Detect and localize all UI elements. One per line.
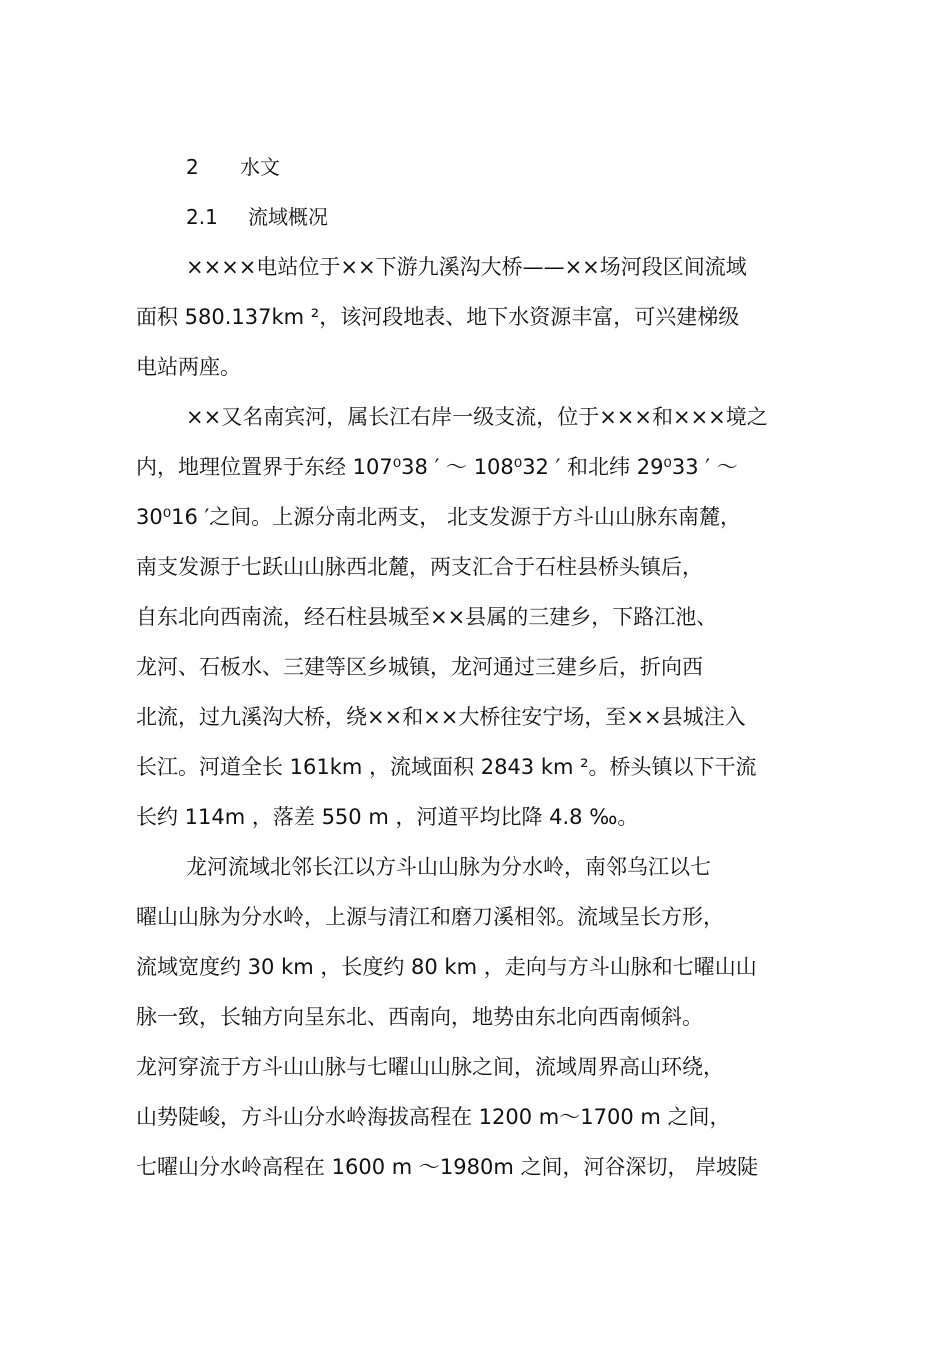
text-line: 龙河、石板水、三建等区乡城镇，龙河通过三建乡后，折向西 — [136, 655, 703, 679]
text-line: 30⁰16 ′之间。上源分南北两支， 北支发源于方斗山山脉东南麓， — [136, 505, 741, 529]
text-line: 七曜山分水岭高程在 1600 m ～1980m 之间，河谷深切， 岸坡陡 — [136, 1155, 759, 1179]
text-line: ××××电站位于××下游九溪沟大桥——××场河段区间流域 — [186, 255, 747, 279]
text-line: 山势陡峻，方斗山分水岭海拔高程在 1200 m～1700 m 之间， — [136, 1105, 731, 1129]
text-line: 内，地理位置界于东经 107⁰38 ′ ～ 108⁰32 ′ 和北纬 29⁰33 ′ ～ — [136, 455, 738, 479]
section-title: 水文 — [240, 155, 280, 179]
subsection-heading-2-1 — [186, 202, 328, 232]
section-number: 2 — [186, 155, 199, 179]
text-line: 长约 114m ，落差 550 m ，河道平均比降 4.8 ‰。 — [136, 805, 639, 829]
text-line: 龙河穿流于方斗山山脉与七曜山山脉之间，流域周界高山环绕， — [136, 1055, 724, 1079]
text-line: 脉一致，长轴方向呈东北、西南向，地势由东北向西南倾斜。 — [136, 1005, 703, 1029]
text-line: ××又名南宾河，属长江右岸一级支流，位于×××和×××境之 — [186, 405, 768, 429]
text-line: 长江。河道全长 161km ，流域面积 2843 km ²。桥头镇以下干流 — [136, 755, 757, 779]
section-heading-2 — [186, 152, 280, 182]
subsection-number: 2.1 — [186, 205, 218, 229]
text-line: 曜山山脉为分水岭，上源与清江和磨刀溪相邻。流域呈长方形， — [136, 905, 724, 929]
text-line: 龙河流域北邻长江以方斗山山脉为分水岭，南邻乌江以七 — [186, 855, 711, 879]
text-line: 流域宽度约 30 km ，长度约 80 km ，走向与方斗山脉和七曜山山 — [136, 955, 757, 979]
text-line: 电站两座。 — [136, 355, 241, 379]
text-line: 自东北向西南流，经石柱县城至××县属的三建乡，下路江池、 — [136, 605, 718, 629]
text-line: 南支发源于七跃山山脉西北麓，两支汇合于石柱县桥头镇后， — [136, 555, 703, 579]
subsection-title: 流域概况 — [248, 205, 328, 229]
text-line: 北流，过九溪沟大桥，绕××和××大桥往安宁场，至××县城注入 — [136, 705, 746, 729]
text-line: 面积 580.137km ²，该河段地表、地下水资源丰富，可兴建梯级 — [136, 305, 740, 329]
